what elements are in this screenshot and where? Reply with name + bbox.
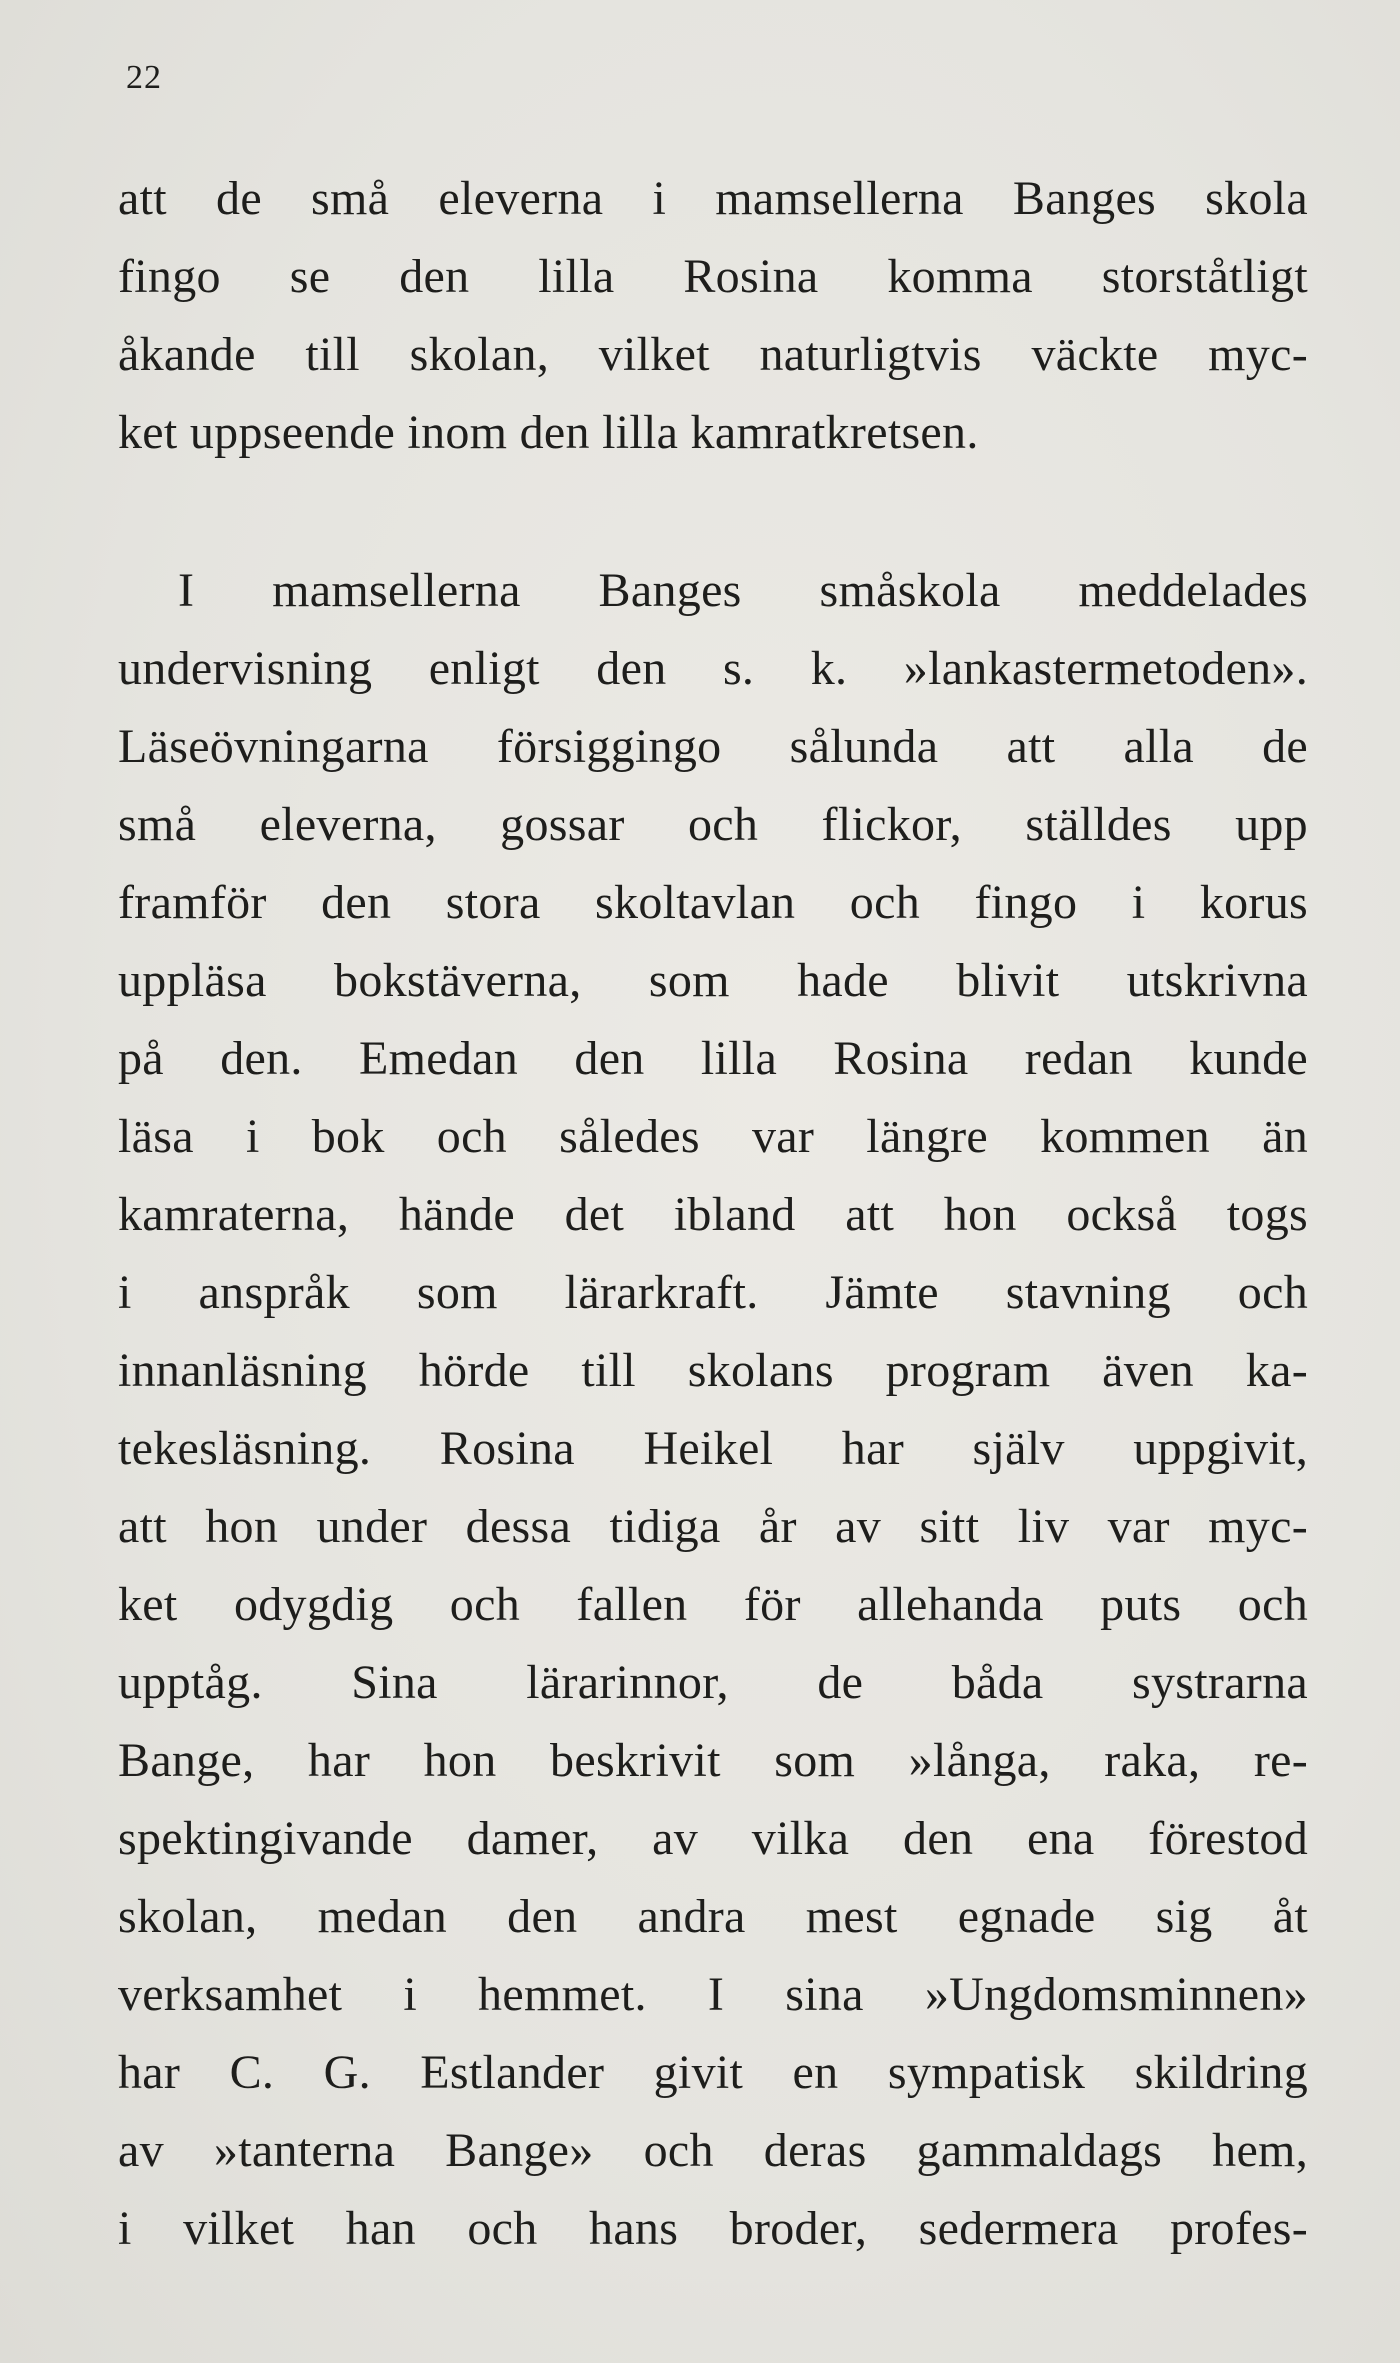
text-line: kamraterna, hände det ibland att hon också togs	[118, 1188, 1308, 1241]
text-line: I mamsellerna Banges småskola meddelades	[178, 564, 1308, 617]
text-line: Läseövningarna försiggingo sålunda att alla de	[118, 720, 1308, 773]
text-line: små eleverna, gossar och flickor, ställdes upp	[118, 798, 1308, 851]
paragraph-gap	[118, 472, 1308, 552]
paragraph-1	[118, 160, 1308, 472]
text-line: av »tanterna Bange» och deras gammaldags hem,	[118, 2124, 1308, 2177]
text-line: åkande till skolan, vilket naturligtvis väckte myc-	[118, 328, 1308, 381]
text-line: fingo se den lilla Rosina komma storståtligt	[118, 250, 1308, 303]
text-line: spektingivande damer, av vilka den ena förestod	[118, 1812, 1308, 1865]
text-line: upptåg. Sina lärarinnor, de båda systrarna	[118, 1656, 1308, 1709]
text-line: innanläsning hörde till skolans program även ka-	[118, 1344, 1308, 1397]
text-line: undervisning enligt den s. k. »lankastermetoden».	[118, 642, 1308, 695]
paragraph-2	[118, 552, 1308, 2268]
text-line: ket odygdig och fallen för allehanda puts och	[118, 1578, 1308, 1631]
text-line: ket uppseende inom den lilla kamratkretsen.	[118, 406, 979, 459]
text-line: i vilket han och hans broder, sedermera profes-	[118, 2202, 1308, 2255]
page-number: 22	[126, 59, 162, 96]
text-line: verksamhet i hemmet. I sina »Ungdomsminnen»	[118, 1968, 1308, 2021]
text-line: i anspråk som lärarkraft. Jämte stavning och	[118, 1266, 1308, 1319]
text-line: Bange, har hon beskrivit som »långa, raka, re-	[118, 1734, 1308, 1787]
text-line: skolan, medan den andra mest egnade sig åt	[118, 1890, 1308, 1943]
body-text	[118, 160, 1308, 2268]
text-line: har C. G. Estlander givit en sympatisk skildring	[118, 2046, 1308, 2099]
text-line: att de små eleverna i mamsellerna Banges skola	[118, 172, 1308, 225]
text-line: tekesläsning. Rosina Heikel har själv uppgivit,	[118, 1422, 1308, 1475]
text-line: framför den stora skoltavlan och fingo i korus	[118, 876, 1308, 929]
text-line: läsa i bok och således var längre kommen än	[118, 1110, 1308, 1163]
text-line: att hon under dessa tidiga år av sitt liv var myc-	[118, 1500, 1308, 1553]
text-line: uppläsa bokstäverna, som hade blivit utskrivna	[118, 954, 1308, 1007]
text-line: på den. Emedan den lilla Rosina redan kunde	[118, 1032, 1308, 1085]
